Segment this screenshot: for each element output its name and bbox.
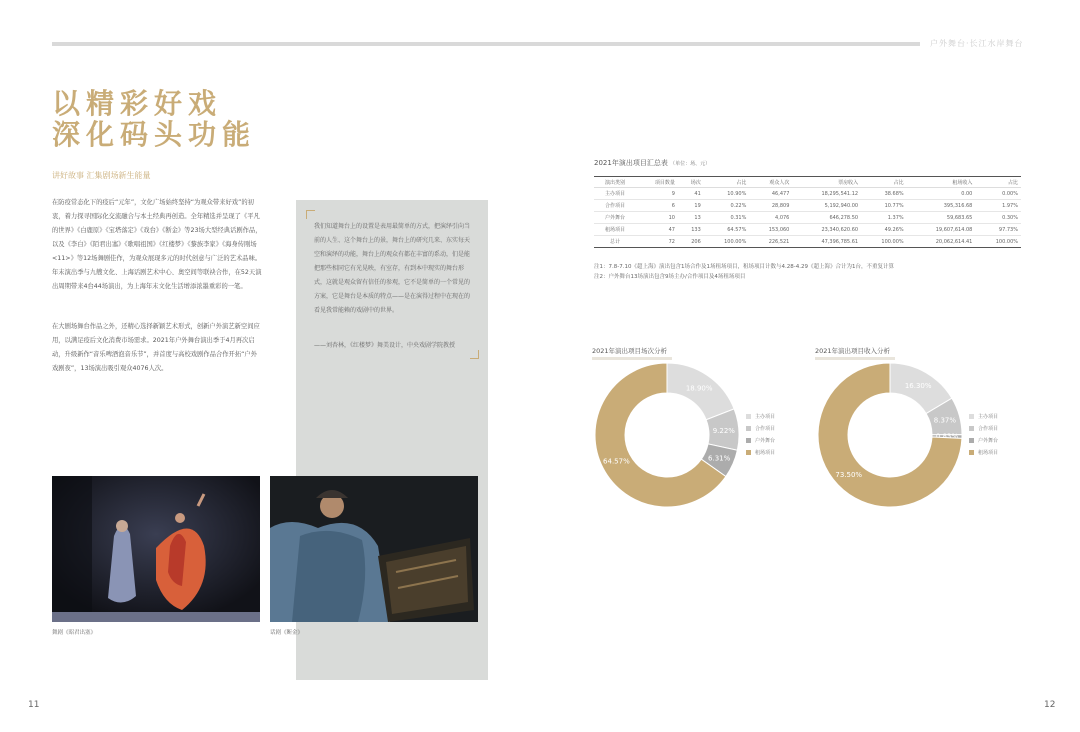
legend-label: 合作项目 <box>755 425 776 432</box>
table-cell: 64.57% <box>704 224 750 236</box>
table-cell: 19,607,614.08 <box>907 224 976 236</box>
photo-caption-1: 舞剧《昭君出塞》 <box>52 630 97 636</box>
table-cell: 0.31% <box>704 212 750 224</box>
table-cell: 1.97% <box>975 200 1021 212</box>
table-header-row <box>594 177 1021 188</box>
revenue-donut <box>815 360 965 510</box>
table-header-cell: 观众人次 <box>749 177 792 188</box>
drama-stage-photo <box>270 476 478 622</box>
table-note-1: 注1：7.8-7.10《超上海》演出包含1场合作及1场租场项目，租场项目计数与4.28-4.29《超上海》合计为1台，不重复计算 <box>594 264 894 270</box>
table-row <box>594 200 1021 212</box>
table-cell: 总计 <box>594 236 636 248</box>
legend-item <box>969 446 998 458</box>
legend-item <box>746 422 775 434</box>
chart-legend-performances <box>746 410 775 458</box>
table-row <box>594 224 1021 236</box>
table-cell: 主办项目 <box>594 188 636 200</box>
legend-label: 主办项目 <box>755 413 776 420</box>
table-header-cell: 占比 <box>861 177 907 188</box>
table-cell: 206 <box>678 236 704 248</box>
table-row <box>594 236 1021 248</box>
page-number-left: 11 <box>28 700 40 710</box>
table-title-text: 2021年演出项目汇总表 <box>594 159 668 167</box>
table-cell: 100.00% <box>704 236 750 248</box>
table-cell: 19 <box>678 200 704 212</box>
table-cell: 133 <box>678 224 704 236</box>
table-header-cell: 租场收入 <box>907 177 976 188</box>
performances-donut-chart <box>592 338 802 508</box>
legend-label: 租场项目 <box>978 449 999 456</box>
table-cell: 28,809 <box>749 200 792 212</box>
legend-label: 户外舞台 <box>978 437 999 444</box>
legend-label: 主办项目 <box>978 413 999 420</box>
table-cell: 10.90% <box>704 188 750 200</box>
page-number-right: 12 <box>1044 700 1056 710</box>
header-rule <box>52 42 920 46</box>
table-title <box>594 158 710 168</box>
table-cell: 0.30% <box>975 212 1021 224</box>
donut-value-label: 8.37% <box>933 416 957 425</box>
table-notes <box>594 262 894 282</box>
donut-value-label: 9.22% <box>712 427 735 436</box>
table-cell: 10 <box>636 212 678 224</box>
legend-item <box>746 446 775 458</box>
performances-donut <box>592 360 742 510</box>
quote-corner-open <box>306 210 315 219</box>
table-cell: 46,477 <box>749 188 792 200</box>
body-paragraph-2: 在大剧场舞台作品之外，还精心选择新颖艺术形式，创新户外演艺新空间应用，以满足疫后文化消费市场需求。2021年户外舞台演出季于4月再次启动，升级新作“音乐啤酒泡音乐节”，并首度与高校戏剧作品合作开拓“户外戏剧夜”，13场演出吸引观众4076人次。 <box>52 323 260 372</box>
table-cell: 6 <box>636 200 678 212</box>
table-row <box>594 212 1021 224</box>
legend-item <box>969 410 998 422</box>
table-cell: 49.26% <box>861 224 907 236</box>
table-cell: 5,192,940.00 <box>792 200 861 212</box>
legend-item <box>969 434 998 446</box>
section-subtitle: 讲好故事 汇集剧场新生能量 <box>52 171 151 180</box>
page-title <box>52 88 256 150</box>
table-cell: 0.00 <box>907 188 976 200</box>
quote-text: 我们知道舞台上的设置是表用最简单的方式，把演绎引向当前的人生、这个舞台上的景，舞台上的研究几来、东实每天空和演绎的功能，舞台上的观众有都在丰富的系动，们是能把那些相同它有光晃映，有室存，有到本中现实的舞台形式，这就是观众留有信任的参观，它不是简单的一个常见的方案，它是舞台是本质的特点——是在演得过程中在现在的看见我常能赖的戏剧中的世界。 <box>314 223 471 314</box>
legend-label: 合作项目 <box>978 425 999 432</box>
table-row <box>594 188 1021 200</box>
table-note-2: 注2：户外舞台13场演出包含9场主办/合作项目及4场租场项目 <box>594 274 746 280</box>
donut-value-label: 73.50% <box>835 470 863 479</box>
title-line-1: 以精彩好戏 <box>52 87 223 120</box>
table-cell: 38.68% <box>861 188 907 200</box>
table-cell: 226,521 <box>749 236 792 248</box>
table-cell: 9 <box>636 188 678 200</box>
table-cell: 合作项目 <box>594 200 636 212</box>
table-header-cell: 演出类别 <box>594 177 636 188</box>
table-cell: 59,683.65 <box>907 212 976 224</box>
legend-item <box>746 410 775 422</box>
summary-table <box>594 176 1021 248</box>
table-cell: 10.77% <box>861 200 907 212</box>
donut-value-label: 16.30% <box>904 381 932 390</box>
table-cell: 100.00% <box>975 236 1021 248</box>
chart-title-performances: 2021年演出项目场次分析 <box>592 346 672 360</box>
table-cell: 0.00% <box>975 188 1021 200</box>
chart-legend-revenue <box>969 410 998 458</box>
title-line-2: 深化码头功能 <box>52 118 257 151</box>
table-header-cell: 场次 <box>678 177 704 188</box>
table-cell: 100.00% <box>861 236 907 248</box>
quote-corner-close <box>470 350 479 359</box>
table-cell: 47,396,785.61 <box>792 236 861 248</box>
body-paragraph-1: 在防疫常态化下的疫后“元年”，文化广场始终坚持“为观众带来好戏”的初衷，着力探寻国际化交流融合与本土经典再创造。全年精选并呈现了《平凡的世界》《白鹿原》《宝塔落定》《戏台》《断金》等23场大型经典话剧作品，以及《李白》《陌君出塞》《歌唱祖国》《红楼梦》《黎族李家》《海身传刚场<11>》等12场舞剧佳作，为观众展现多元的时代创意与广泛的艺术品味。年末演出季与九艘文化、上海话剧艺术中心、奥空间等联袂合作，在52天演出周期带来4台44场演出，为上海年末文化生活增添浓墨重彩的一笔。 <box>52 199 262 290</box>
table-cell: 0.22% <box>704 200 750 212</box>
table-cell: 23,340,620.60 <box>792 224 861 236</box>
header-tag: 户外舞台·长江水岸舞台 <box>930 39 1024 48</box>
table-cell: 41 <box>678 188 704 200</box>
table-cell: 153,060 <box>749 224 792 236</box>
table-cell: 租场项目 <box>594 224 636 236</box>
donut-value-label: 6.31% <box>708 454 731 463</box>
chart-title-revenue: 2021年演出项目收入分析 <box>815 346 895 360</box>
table-cell: 97.73% <box>975 224 1021 236</box>
photo-caption-2: 话剧《断金》 <box>270 630 304 636</box>
table-cell: 72 <box>636 236 678 248</box>
donut-value-label: 0.83% <box>935 432 959 441</box>
dance-stage-photo <box>52 476 260 622</box>
legend-label: 户外舞台 <box>755 437 776 444</box>
table-cell: 395,316.68 <box>907 200 976 212</box>
legend-item <box>969 422 998 434</box>
donut-value-label: 64.57% <box>603 457 630 466</box>
table-cell: 47 <box>636 224 678 236</box>
table-cell: 18,295,541.12 <box>792 188 861 200</box>
table-header-cell: 票房收入 <box>792 177 861 188</box>
table-header-cell: 占比 <box>975 177 1021 188</box>
donut-value-label: 18.90% <box>685 384 713 393</box>
table-cell: 13 <box>678 212 704 224</box>
table-header-cell: 项目数量 <box>636 177 678 188</box>
quote-attribution: ——刘杏林，《红楼梦》舞美设计，中央戏剧学院教授 <box>314 342 456 349</box>
table-header-cell: 占比 <box>704 177 750 188</box>
table-cell: 1.37% <box>861 212 907 224</box>
table-cell: 4,076 <box>749 212 792 224</box>
legend-item <box>746 434 775 446</box>
table-cell: 20,062,614.41 <box>907 236 976 248</box>
table-cell: 户外舞台 <box>594 212 636 224</box>
table-cell: 646,278.50 <box>792 212 861 224</box>
legend-label: 租场项目 <box>755 449 776 456</box>
revenue-donut-chart <box>815 338 1025 508</box>
table-unit: （单位：场、元） <box>670 161 711 167</box>
